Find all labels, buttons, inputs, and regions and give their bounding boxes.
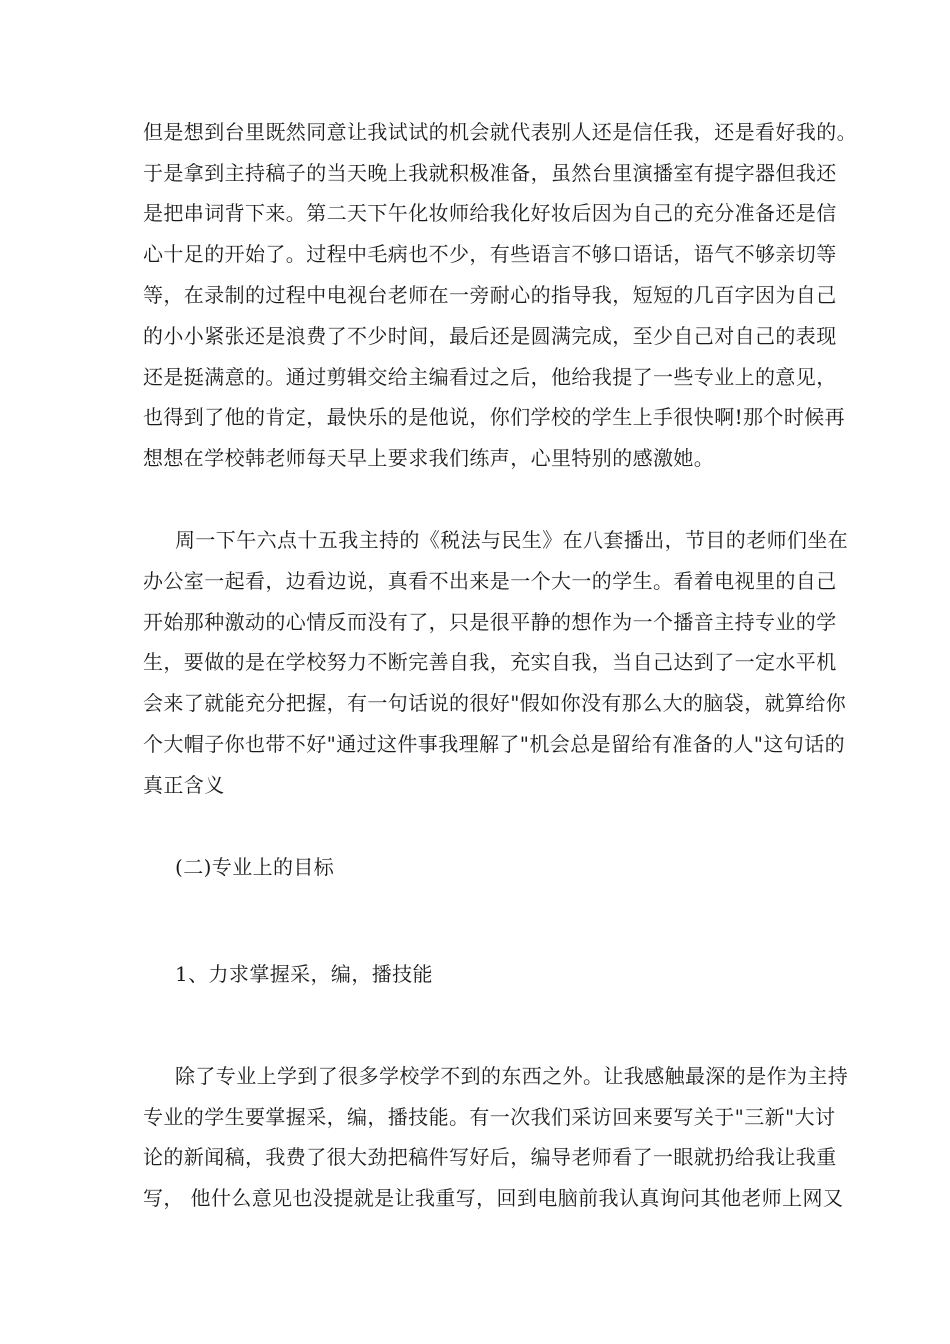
text-line: 写， 他什么意见也没提就是让我重写，回到电脑前我认真询问其他老师上网又 bbox=[143, 1186, 844, 1210]
text-line: 真正含义 bbox=[143, 773, 225, 797]
text-line: 会来了就能充分把握，有一句话说的很好"假如你没有那么大的脑袋，就算给你 bbox=[143, 691, 847, 715]
text-line: 是把串词背下来。第二天下午化妆师给我化好妆后因为自己的充分准备还是信 bbox=[143, 201, 837, 225]
text-line: 等，在录制的过程中电视台老师在一旁耐心的指导我，短短的几百字因为自己 bbox=[143, 283, 837, 307]
text-line: 生，要做的是在学校努力不断完善自我，充实自我，当自己达到了一定水平机 bbox=[143, 650, 837, 674]
section-heading: (二)专业上的目标 bbox=[175, 855, 335, 879]
text-line: 心十足的开始了。过程中毛病也不少，有些语言不够口语话，语气不够亲切等 bbox=[143, 242, 837, 266]
text-line: 个大帽子你也带不好"通过这件事我理解了"机会总是留给有准备的人"这句话的 bbox=[143, 732, 845, 756]
text-line: 开始那种激动的心情反而没有了，只是很平静的想作为一个播音主持专业的学 bbox=[143, 610, 837, 634]
text-line: 论的新闻稿，我费了很大劲把稿件写好后，编导老师看了一眼就扔给我让我重 bbox=[143, 1145, 837, 1169]
text-line: 还是挺满意的。通过剪辑交给主编看过之后，他给我提了一些专业上的意见， bbox=[143, 365, 837, 389]
list-item-heading: 1、力求掌握采，编，播技能 bbox=[175, 962, 433, 986]
text-line: 但是想到台里既然同意让我试试的机会就代表别人还是信任我，还是看好我的。 bbox=[143, 120, 857, 144]
text-line: 于是拿到主持稿子的当天晚上我就积极准备，虽然台里演播室有提字器但我还 bbox=[143, 161, 837, 185]
text-line: 想想在学校韩老师每天早上要求我们练声，心里特别的感激她。 bbox=[143, 446, 715, 470]
text-line: 的小小紧张还是浪费了不少时间，最后还是圆满完成，至少自己对自己的表现 bbox=[143, 324, 837, 348]
text-line: 也得到了他的肯定，最快乐的是他说，你们学校的学生上手很快啊!那个时候再 bbox=[143, 405, 846, 429]
text-line: 除了专业上学到了很多学校学不到的东西之外。让我感触最深的是作为主持 bbox=[175, 1064, 849, 1088]
text-line: 办公室一起看，边看边说，真看不出来是一个大一的学生。看着电视里的自己 bbox=[143, 569, 837, 593]
text-line: 周一下午六点十五我主持的《税法与民生》在八套播出，节目的老师们坐在 bbox=[175, 528, 849, 552]
text-line: 专业的学生要掌握采，编，播技能。有一次我们采访回来要写关于"三新"大讨 bbox=[143, 1105, 836, 1129]
